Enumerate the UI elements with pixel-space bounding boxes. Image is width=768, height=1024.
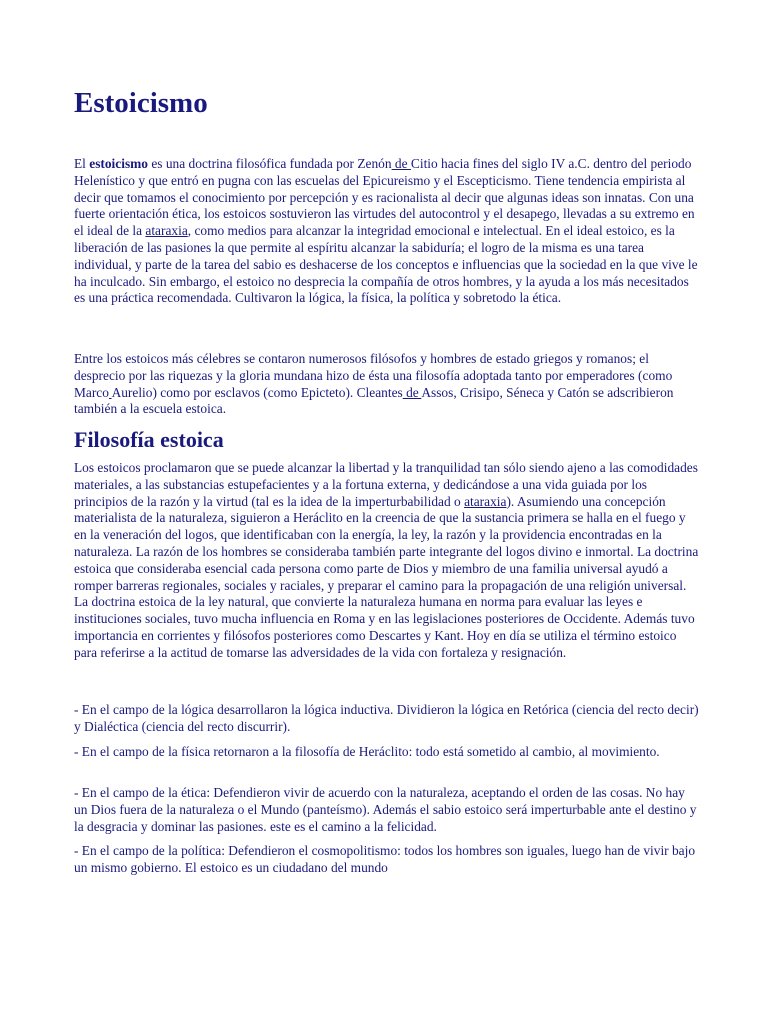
intro-text: El bbox=[74, 156, 90, 171]
link-ataraxia[interactable]: ataraxia bbox=[145, 223, 188, 239]
paragraph-intro-2 bbox=[74, 351, 699, 418]
intro-text: Aurelio) como por esclavos (como Epicteto). Cleantes bbox=[111, 384, 403, 400]
intro-text: Entre los estoicos más célebres se contaron numerosos filósofos y hombres de estado griegos y romanos; el desprecio por las riquezas y la gloria mundana hizo de ésta una filosofía adoptada tanto por emperadores (como Marco bbox=[74, 351, 673, 400]
link-ataraxia[interactable]: ataraxia bbox=[464, 493, 507, 509]
section-text: Los estoicos proclamaron que se puede alcanzar la libertad y la tranquilidad tan sólo siendo ajeno a las comodidades materiales, a las substancias estupefacientes y a la fortuna externa, y dedicándose a una vida guiada por los principios de la razón y la virtud (tal es la idea de la imperturbabilidad o bbox=[74, 460, 698, 509]
intro-text: , como medios para alcanzar la integridad emocional e intelectual. En el ideal estoico, es la liberación de las pasiones la que permite al espíritu alcanzar la sabiduría; el logro de la misma es una tarea individual, y parte de la tarea del sabio es deshacerse de los conceptos e influencias que la sociedad en la que vive le ha inculcado. Sin embargo, el estoico no desprecia la compañía de otros hombres, y la ayuda a los más necesitados es una práctica recomendada. Cultivaron la lógica, la física, la política y sobretodo la ética. bbox=[74, 223, 698, 306]
intro-text: Citio hacia fines del siglo IV a.C. dentro del periodo Helenístico y que entró en pugna con las escuelas del Epicureismo y el Escepticismo. Tiene tendencia empirista al decir que tomamos el conocimiento por percepción y es racionalista al decir que algunas ideas son innatas. Con una fuerte orientación ética, los estoicos sostuvieron las virtudes del autocontrol y el desapego, llevadas a su extremo en el ideal de la bbox=[74, 156, 695, 239]
bullet-logica: - En el campo de la lógica desarrollaron la lógica inductiva. Dividieron la lógica en Retórica (ciencia del recto decir) y Dialéctica (ciencia del recto discurrir). bbox=[74, 702, 699, 734]
bullet-fisica: - En el campo de la física retornaron a la filosofía de Heráclito: todo está sometido al cambio, al movimiento. bbox=[74, 744, 660, 759]
paragraph-section-1 bbox=[74, 460, 699, 662]
bullet-politica: - En el campo de la política: Defendieron el cosmopolitismo: todos los hombres son iguales, luego han de vivir bajo un mismo gobierno. El estoico es un ciudadano del mundo bbox=[74, 843, 696, 875]
intro-text: Assos, Crisipo, Séneca y Catón se adscribieron también a la escuela estoica. bbox=[74, 384, 674, 417]
link-de[interactable]: de bbox=[391, 156, 411, 171]
section-text: ). Asumiendo una concepción materialista de la naturaleza, siguieron a Heráclito en la creencia de que la sustancia primera se halla en el fuego y en la veneración del logos, que identificaban con la energía, la ley, la razón y la providencia encontradas en la naturaleza. La razón de los hombres se consideraba también parte integrante del logos divino e inmortal. La doctrina estoica que consideraba esencial cada persona como parte de Dios y miembro de una familia universal ayudó a romper barreras regionales, sociales y raciales, y preparar el camino para la propagación de una religión universal. La doctrina estoica de la ley natural, que convierte la naturaleza humana en norma para evaluar las leyes e instituciones sociales, tuvo mucha influencia en Roma y en las legislaciones posteriores de Occidente. Además tuvo importancia en corrientes y filósofos posteriores como Descartes y Kant. Hoy en día se utiliza el término estoico para referirse a la actitud de tomarse las adversidades de la vida con fortaleza y resignación. bbox=[74, 493, 699, 660]
paragraph-intro-1 bbox=[74, 156, 699, 307]
bold-term: estoicismo bbox=[89, 156, 149, 171]
page-title: Estoicismo bbox=[74, 87, 208, 119]
section-heading: Filosofía estoica bbox=[74, 427, 224, 452]
link-de-assos[interactable]: de bbox=[402, 384, 422, 400]
intro-text: es una doctrina filosófica fundada por Zenón bbox=[148, 156, 392, 171]
bullet-etica: - En el campo de la ética: Defendieron vivir de acuerdo con la naturaleza, aceptando el orden de las cosas. No hay un Dios fuera de la naturaleza o el Mundo (panteísmo). Además el sabio estoico será imperturbable ante el destino y la desgracia y dominar las pasiones. este es el camino a la felicidad. bbox=[74, 785, 697, 834]
